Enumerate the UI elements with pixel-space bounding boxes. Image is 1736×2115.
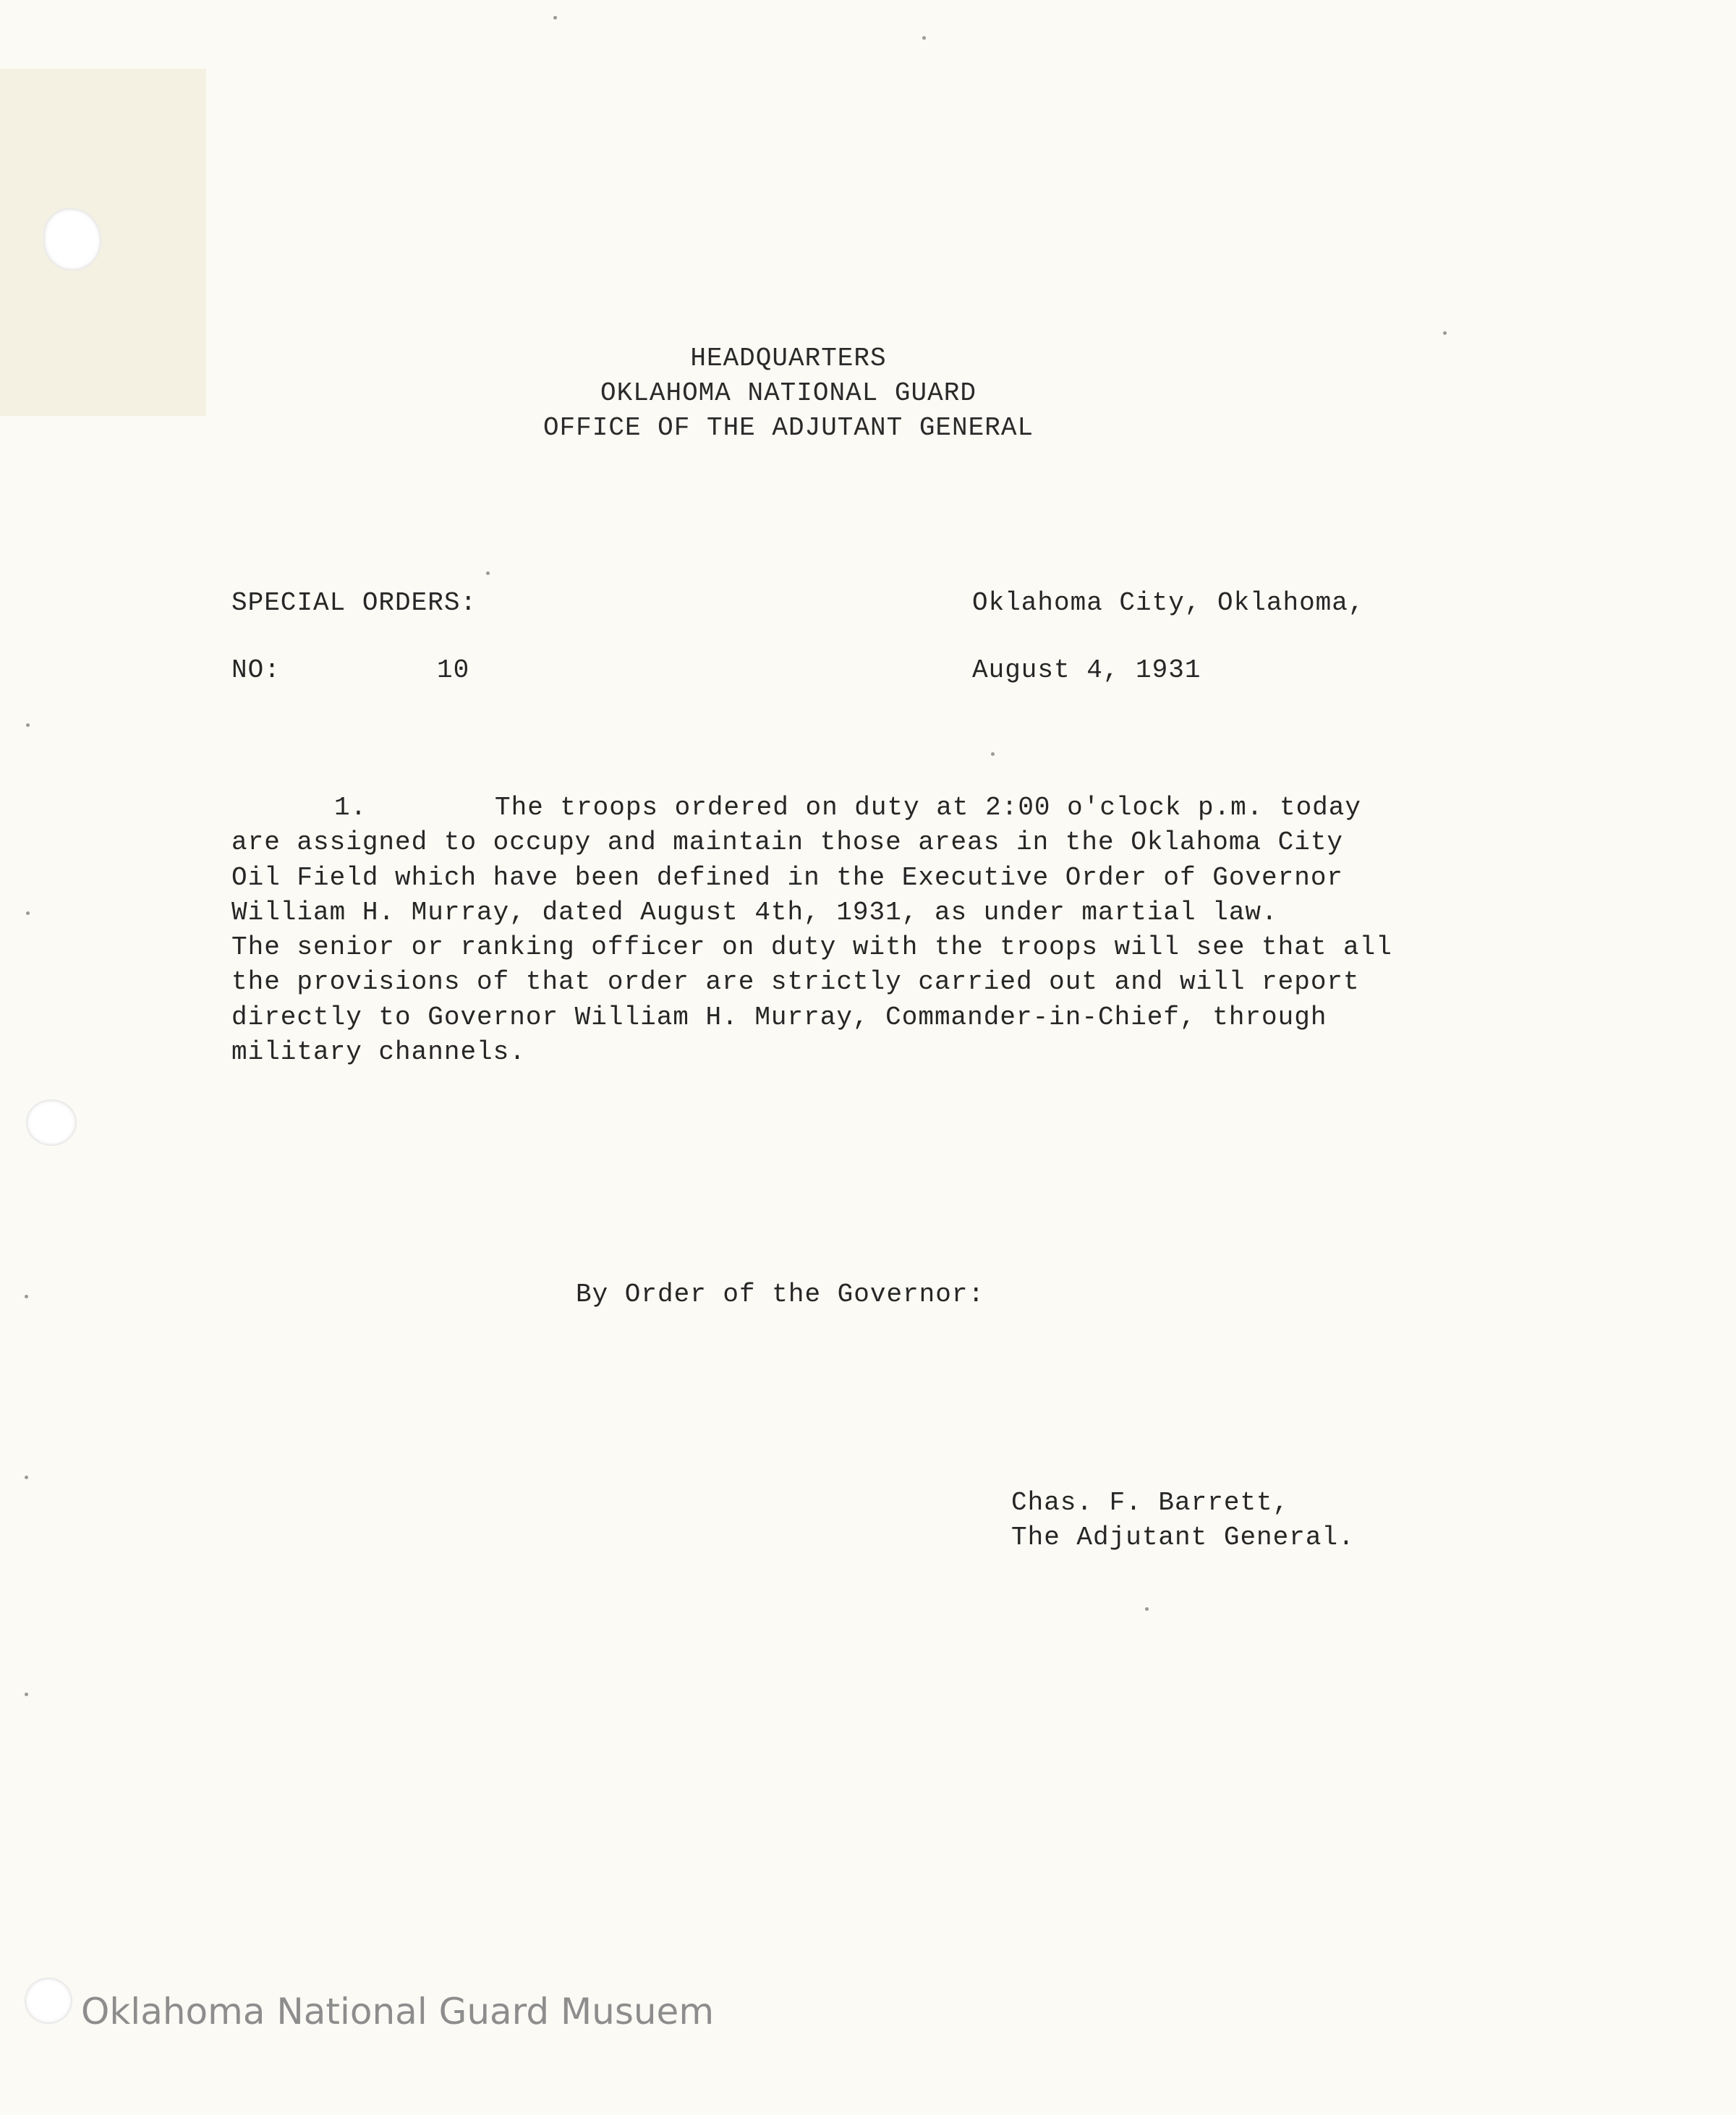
body-line: are assigned to occupy and maintain those areas in the Oklahoma City: [231, 827, 1344, 858]
order-number-label: NO:: [231, 655, 281, 685]
letterhead: [0, 341, 1577, 446]
body-line: directly to Governor William H. Murray, Commander-in-Chief, through: [231, 1002, 1327, 1032]
order-number: 10: [437, 655, 470, 685]
paper-speck: [922, 36, 926, 40]
paper-speck: [25, 1693, 28, 1696]
special-orders-label: SPECIAL ORDERS:: [231, 588, 477, 618]
by-order-line: By Order of the Governor:: [576, 1280, 985, 1309]
punch-hole: [43, 208, 101, 271]
punch-hole: [25, 1978, 72, 2024]
paper-speck: [25, 1295, 28, 1298]
location-line: Oklahoma City, Oklahoma,: [972, 588, 1365, 618]
paper-speck: [26, 723, 30, 727]
body-line: military channels.: [231, 1037, 526, 1068]
body-line: The senior or ranking officer on duty with the troops will see that all: [231, 932, 1392, 963]
signer-title: The Adjutant General.: [1011, 1523, 1355, 1552]
body-line: The troops ordered on duty at 2:00 o'clock p.m. today: [495, 793, 1361, 822]
signer-name: Chas. F. Barrett,: [1011, 1488, 1290, 1518]
letterhead-line-organization: OKLAHOMA NATIONAL GUARD: [600, 378, 977, 408]
letterhead-line-headquarters: HEADQUARTERS: [690, 344, 887, 373]
letterhead-line-office: OFFICE OF THE ADJUTANT GENERAL: [542, 413, 1034, 443]
paper-speck: [553, 16, 557, 20]
order-date: August 4, 1931: [972, 655, 1201, 685]
museum-watermark: Oklahoma National Guard Musuem: [81, 1991, 715, 2033]
punch-hole: [26, 1099, 77, 1146]
body-line: Oil Field which have been defined in the Executive Order of Governor: [231, 862, 1344, 893]
order-body: [231, 791, 1461, 1070]
paper-speck: [486, 571, 490, 575]
paper-speck: [26, 911, 30, 915]
paper-speck: [1145, 1607, 1149, 1611]
body-line: William H. Murray, dated August 4th, 1931, as under martial law.: [231, 897, 1278, 927]
paper-speck: [991, 752, 995, 756]
paper-speck: [25, 1476, 28, 1479]
paper-speck: [1443, 331, 1447, 335]
paragraph-number: 1.: [334, 793, 367, 822]
body-line: the provisions of that order are strictly carried out and will report: [231, 967, 1360, 997]
